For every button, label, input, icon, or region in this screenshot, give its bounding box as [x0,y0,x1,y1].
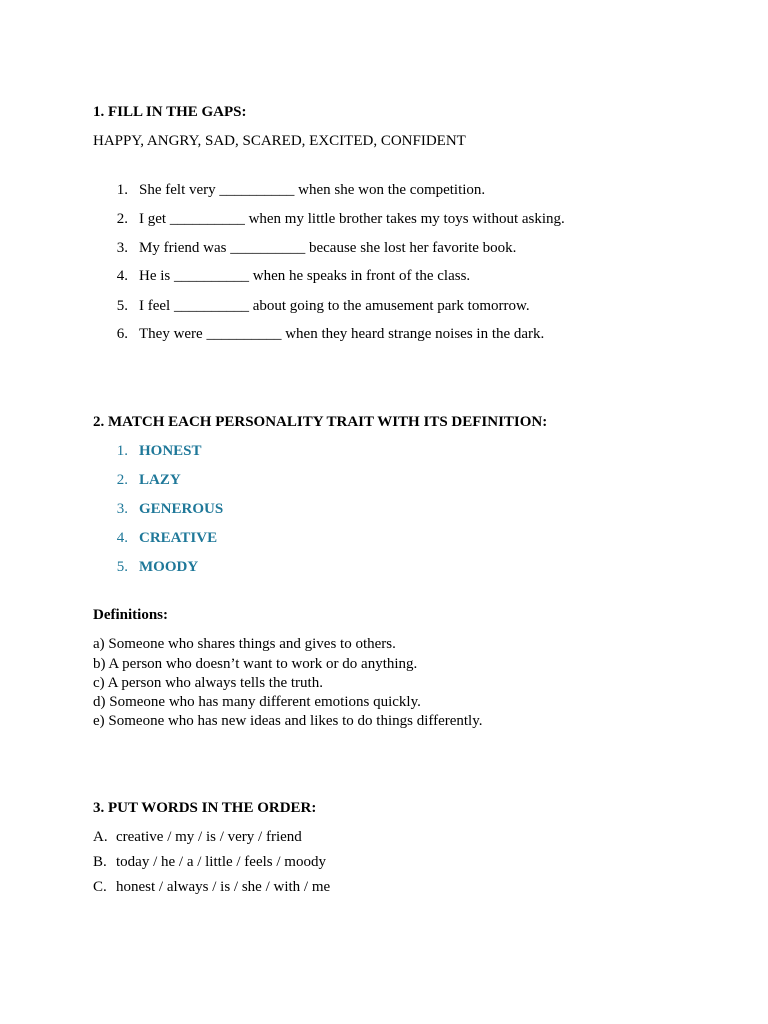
gap-fill-sentence: They were __________ when they heard strange noises in the dark. [139,326,545,342]
list-item-letter: C. [93,879,107,895]
trait-creative: CREATIVE [139,530,218,546]
list-item-number: 4. [116,268,128,284]
scrambled-sentence: creative / my / is / very / friend [116,829,302,845]
list-item-number: 2. [116,211,128,227]
trait-honest: HONEST [139,443,202,459]
list-item-number: 6. [116,326,128,342]
list-item-number: 4. [116,530,128,546]
gap-fill-sentence: She felt very __________ when she won the competition. [139,182,486,198]
gap-fill-sentence: He is __________ when he speaks in front of the class. [139,268,471,284]
section2-heading: 2. MATCH EACH PERSONALITY TRAIT WITH ITS DEFINITION: [93,414,548,430]
list-item-number: 2. [116,472,128,488]
list-item-letter: B. [93,854,107,870]
list-item-number: 5. [116,298,128,314]
definition-d: d) Someone who has many different emotions quickly. [93,694,421,710]
list-item-number: 3. [116,501,128,517]
section1-heading: 1. FILL IN THE GAPS: [93,104,247,120]
trait-generous: GENEROUS [139,501,224,517]
definition-c: c) A person who always tells the truth. [93,675,323,691]
scrambled-sentence: today / he / a / little / feels / moody [116,854,326,870]
section3-heading: 3. PUT WORDS IN THE ORDER: [93,800,317,816]
trait-moody: MOODY [139,559,199,575]
definition-b: b) A person who doesn’t want to work or do anything. [93,656,418,672]
list-item-number: 1. [116,182,128,198]
list-item-number: 3. [116,240,128,256]
list-item-letter: A. [93,829,108,845]
list-item-number: 5. [116,559,128,575]
scrambled-sentence: honest / always / is / she / with / me [116,879,331,895]
definitions-heading: Definitions: [93,607,168,623]
trait-lazy: LAZY [139,472,181,488]
definition-a: a) Someone who shares things and gives to others. [93,636,396,652]
gap-fill-sentence: I feel __________ about going to the amusement park tomorrow. [139,298,530,314]
word-bank: HAPPY, ANGRY, SAD, SCARED, EXCITED, CONFIDENT [93,133,466,149]
gap-fill-sentence: I get __________ when my little brother takes my toys without asking. [139,211,565,227]
gap-fill-sentence: My friend was __________ because she lost her favorite book. [139,240,517,256]
definition-e: e) Someone who has new ideas and likes to do things differently. [93,713,483,729]
list-item-number: 1. [116,443,128,459]
